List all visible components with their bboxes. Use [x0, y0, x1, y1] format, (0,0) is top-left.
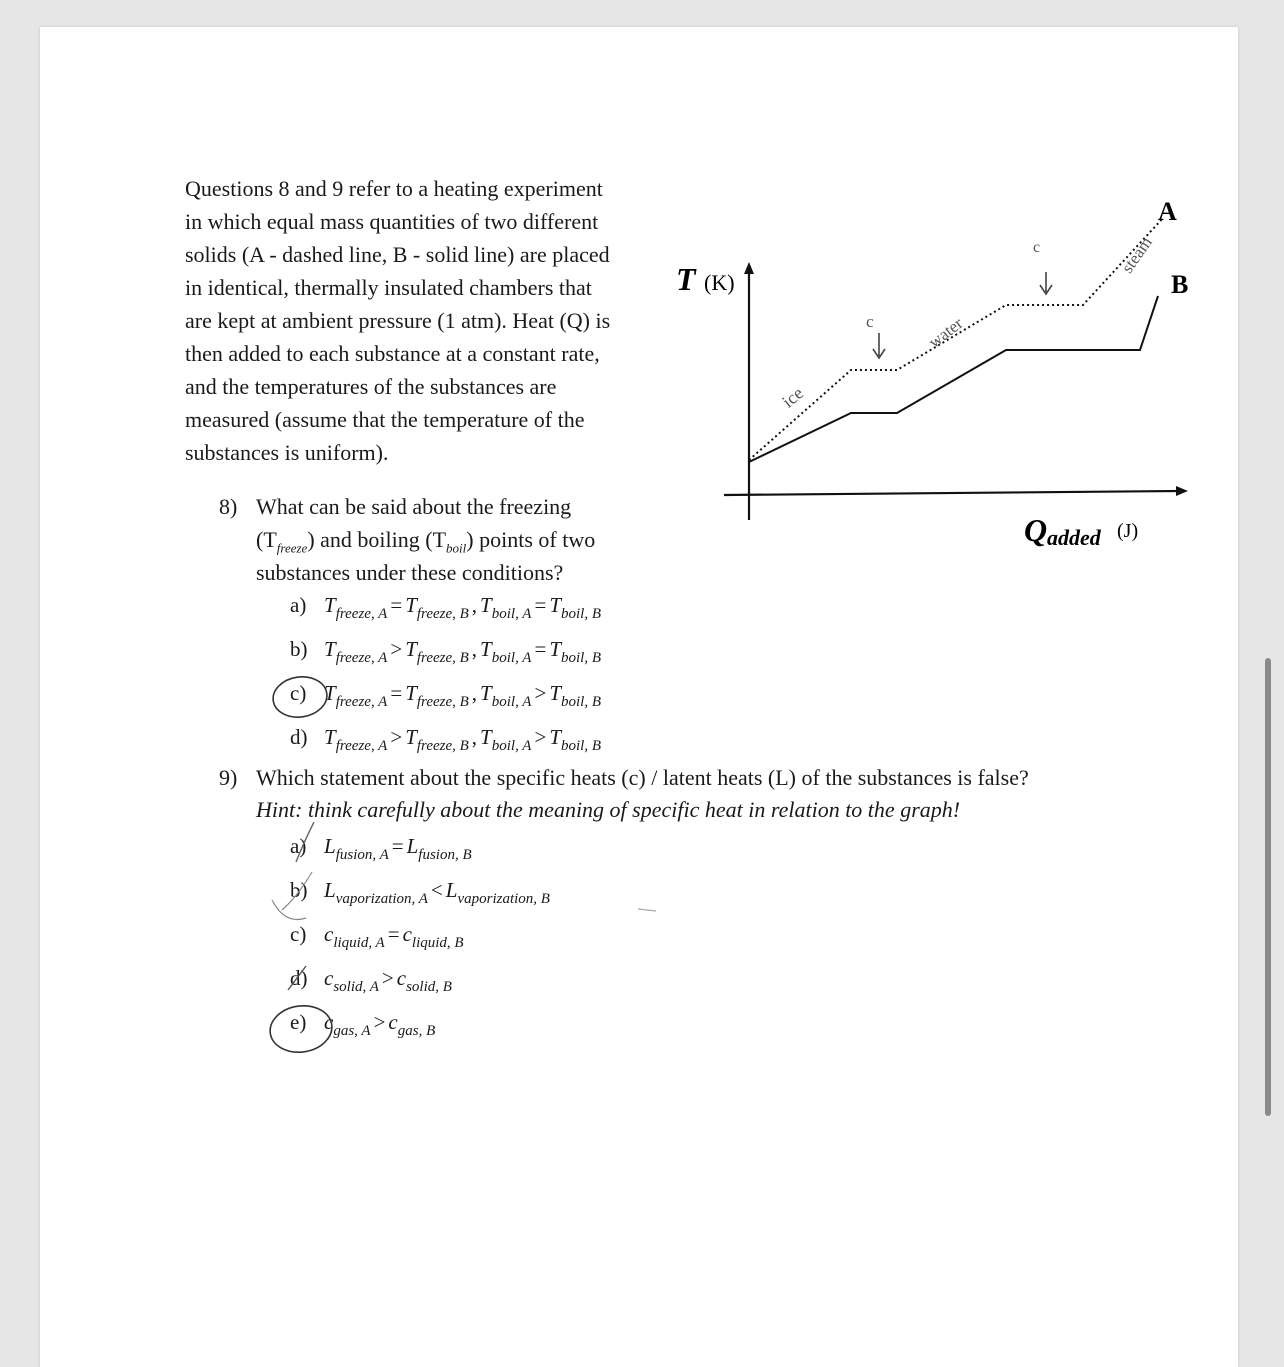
- intro-line: and the temperatures of the substances are: [185, 374, 557, 399]
- option-label: e): [290, 1010, 307, 1034]
- symbol: T: [324, 681, 336, 705]
- operator: >: [381, 966, 394, 990]
- symbol: c: [324, 1010, 334, 1034]
- subscript: freeze, B: [416, 738, 469, 754]
- q8-text-fragment: ) points of two: [466, 527, 596, 552]
- question-8-line-1: [219, 494, 571, 520]
- question-9-text: Which statement about the specific heats (c) / latent heats (L) of the substances is false?: [256, 765, 1029, 790]
- symbol: T: [480, 725, 492, 749]
- question-8-line-3: substances under these conditions?: [256, 560, 564, 585]
- subscript: boil, B: [561, 694, 601, 710]
- subscript: gas, A: [333, 1023, 371, 1039]
- operator: >: [390, 637, 403, 661]
- separator: ,: [471, 637, 478, 661]
- curve-b-label: B: [1171, 270, 1189, 299]
- subscript: vaporization, B: [457, 891, 550, 907]
- subscript: boil, A: [491, 694, 532, 710]
- subscript: freeze, A: [335, 606, 388, 622]
- q9-option-d[interactable]: [290, 966, 452, 995]
- operator: =: [391, 834, 404, 858]
- operator: =: [534, 593, 547, 617]
- subscript: boil, B: [561, 650, 601, 666]
- symbol: T: [405, 681, 417, 705]
- question-8-text: What can be said about the freezing: [256, 494, 572, 519]
- y-axis-label: T: [676, 261, 696, 297]
- question-8-number: 8): [219, 494, 238, 519]
- subscript: boil, B: [561, 738, 601, 754]
- symbol: L: [324, 834, 336, 858]
- subscript: solid, A: [333, 979, 379, 995]
- q8-text-fragment: (T: [256, 527, 277, 552]
- operator: =: [390, 593, 403, 617]
- q8-sub-freeze: freeze: [276, 540, 308, 556]
- q8-text-fragment: ) and boiling (T: [307, 527, 447, 552]
- subscript: gas, B: [397, 1023, 436, 1039]
- subscript: freeze, B: [416, 650, 469, 666]
- intro-line: substances is uniform).: [185, 440, 389, 465]
- q8-option-c[interactable]: [290, 681, 601, 710]
- separator: ,: [471, 681, 478, 705]
- symbol: c: [324, 922, 334, 946]
- option-label: a): [290, 593, 307, 617]
- symbol: T: [549, 725, 561, 749]
- curve-a-label: A: [1158, 197, 1177, 226]
- subscript: freeze, B: [416, 694, 469, 710]
- symbol: c: [396, 966, 407, 990]
- y-axis-unit: (K): [704, 270, 735, 295]
- symbol: c: [388, 1010, 398, 1034]
- question-9-number: 9): [219, 765, 238, 790]
- question-9-line-1: [219, 765, 1029, 791]
- symbol: L: [445, 878, 458, 902]
- intro-line: measured (assume that the temperature of the: [185, 407, 585, 432]
- intro-line: solids (A - dashed line, B - solid line) are placed: [185, 242, 610, 267]
- y-axis-arrow-icon: [744, 262, 754, 274]
- curve-a-dashed: [749, 218, 1163, 460]
- option-label: c): [290, 922, 307, 946]
- handwritten-steam: steam: [1117, 233, 1156, 277]
- symbol: T: [405, 725, 417, 749]
- symbol: L: [406, 834, 419, 858]
- intro-line: are kept at ambient pressure (1 atm). Heat (Q) is: [185, 308, 611, 333]
- symbol: T: [549, 637, 561, 661]
- operator: <: [430, 878, 443, 902]
- subscript: freeze, A: [335, 694, 388, 710]
- question-9-hint: Hint: think carefully about the meaning of specific heat in relation to the graph!: [256, 797, 961, 822]
- operator: >: [534, 725, 547, 749]
- q9-option-e[interactable]: [290, 1010, 436, 1039]
- operator: >: [534, 681, 547, 705]
- subscript: liquid, A: [333, 935, 385, 951]
- symbol: T: [405, 637, 417, 661]
- q8-option-a[interactable]: [290, 593, 601, 622]
- separator: ,: [471, 725, 478, 749]
- subscript: boil, A: [491, 650, 532, 666]
- option-label: b): [290, 637, 308, 661]
- intro-line: then added to each substance at a constant rate,: [185, 341, 600, 366]
- operator: =: [534, 637, 547, 661]
- symbol: T: [480, 681, 492, 705]
- operator: =: [387, 922, 400, 946]
- option-label: b): [290, 878, 308, 902]
- option-label: a): [290, 834, 307, 858]
- q9-option-a[interactable]: [290, 834, 472, 863]
- symbol: T: [549, 681, 561, 705]
- x-axis-unit: (J): [1117, 520, 1139, 542]
- x-axis-label: Q: [1024, 512, 1048, 548]
- option-label: d): [290, 966, 308, 990]
- separator: ,: [471, 593, 478, 617]
- subscript: solid, B: [406, 979, 452, 995]
- x-axis-arrow-icon: [1176, 486, 1188, 496]
- q9-option-c[interactable]: [290, 922, 464, 951]
- subscript: boil, B: [561, 606, 601, 622]
- symbol: T: [324, 593, 336, 617]
- symbol: L: [324, 878, 336, 902]
- x-axis-sub: added: [1047, 525, 1101, 550]
- symbol: T: [480, 593, 492, 617]
- hand-arrow-icon: [1040, 272, 1052, 294]
- handwritten-c-2: c: [1033, 239, 1041, 256]
- handwritten-water: water: [924, 313, 967, 352]
- x-axis: [724, 491, 1180, 495]
- subscript: freeze, A: [335, 650, 388, 666]
- subscript: fusion, A: [335, 847, 389, 863]
- subscript: boil, A: [491, 738, 532, 754]
- subscript: boil, A: [491, 606, 532, 622]
- q9-option-b[interactable]: [290, 878, 550, 907]
- q8-sub-boil: boil: [446, 540, 467, 556]
- hand-arrow-icon: [873, 333, 885, 358]
- symbol: T: [324, 637, 336, 661]
- q8-option-d[interactable]: [290, 725, 601, 754]
- q8-option-b[interactable]: [290, 637, 601, 666]
- symbol: c: [324, 966, 334, 990]
- intro-line: Questions 8 and 9 refer to a heating experiment: [185, 176, 603, 201]
- symbol: T: [549, 593, 561, 617]
- intro-line: in identical, thermally insulated chambers that: [185, 275, 592, 300]
- subscript: freeze, B: [416, 606, 469, 622]
- handwritten-ice: ice: [778, 382, 808, 412]
- subscript: fusion, B: [418, 847, 472, 863]
- subscript: vaporization, A: [335, 891, 428, 907]
- symbol: T: [324, 725, 336, 749]
- intro-line: in which equal mass quantities of two different: [185, 209, 599, 234]
- operator: =: [390, 681, 403, 705]
- operator: >: [373, 1010, 386, 1034]
- option-label: c): [290, 681, 307, 705]
- symbol: T: [405, 593, 417, 617]
- option-label: d): [290, 725, 308, 749]
- subscript: freeze, A: [335, 738, 388, 754]
- handwritten-c-1: c: [866, 312, 874, 331]
- operator: >: [390, 725, 403, 749]
- question-8-line-2: [256, 527, 595, 556]
- symbol: c: [402, 922, 412, 946]
- subscript: liquid, B: [411, 935, 464, 951]
- symbol: T: [480, 637, 492, 661]
